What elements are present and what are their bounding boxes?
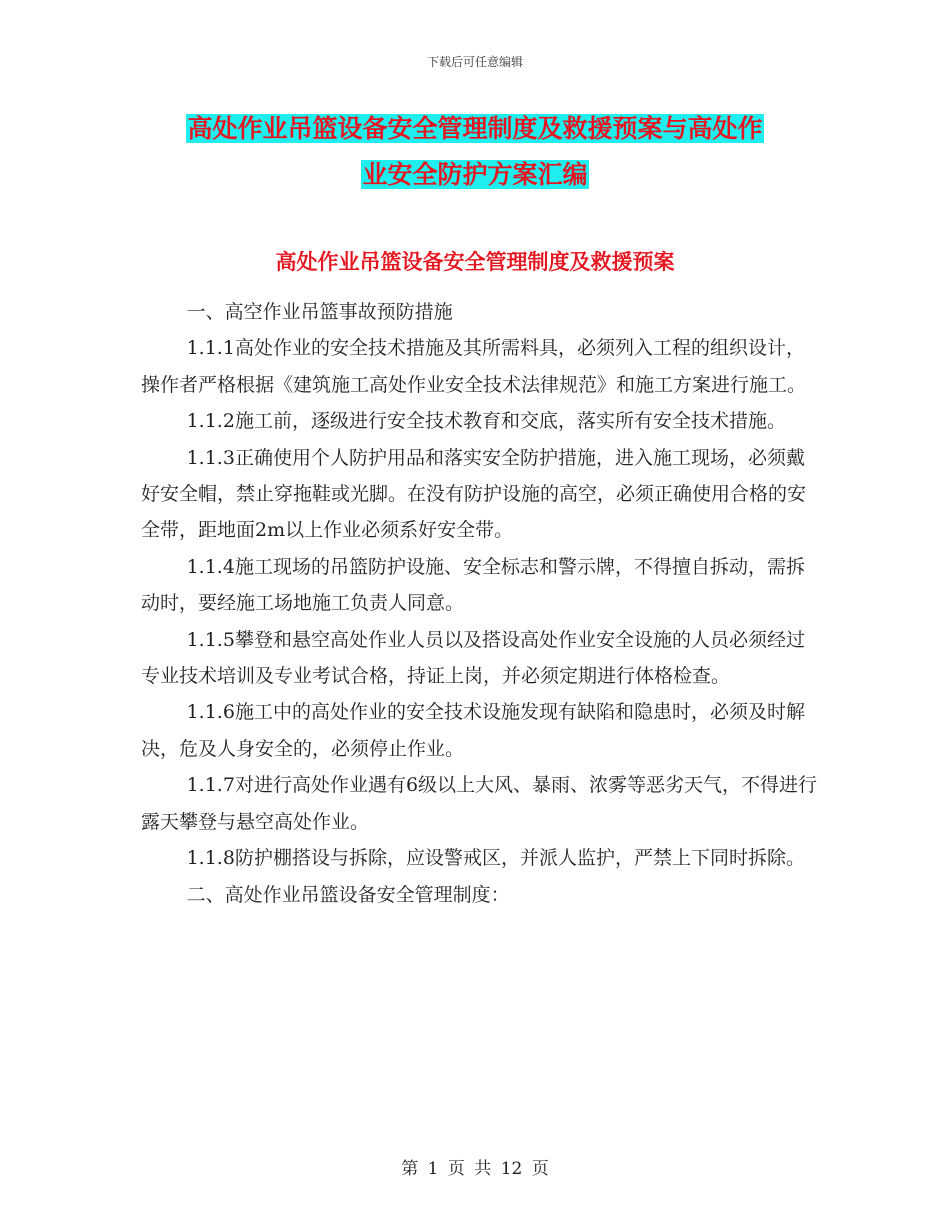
paragraph-1-1-6: 1.1.6施工中的高处作业的安全技术设施发现有缺陷和隐患时，必须及时解决，危及人身安全的，必须停止作业。 (141, 701, 805, 760)
paragraph-1-1-1: 1.1.1高处作业的安全技术措施及其所需料具，必须列入工程的组织设计，操作者严格根据《建筑施工高处作业安全技术法律规范》和施工方案进行施工。 (141, 337, 807, 396)
document-title-line-1 (0, 109, 950, 149)
section-title: 高处作业吊篮设备安全管理制度及救援预案 (275, 249, 675, 274)
title-highlight-2: 业安全防护方案汇编 (362, 160, 588, 189)
section-heading-1: 一、高空作业吊篮事故预防措施 (186, 301, 453, 323)
section-heading-2: 二、高处作业吊篮设备安全管理制度： (186, 883, 510, 906)
paragraph-1-1-2: 1.1.2施工前，逐级进行安全技术教育和交底，落实所有安全技术措施。 (186, 410, 786, 433)
paragraph-1-1-7: 1.1.7对进行高处作业遇有6级以上大风、暴雨、浓雾等恶劣天气，不得进行露天攀登与悬空高处作业。 (141, 774, 818, 833)
document-body (141, 294, 821, 913)
document-title-line-2 (0, 155, 950, 195)
paragraph-1-1-5: 1.1.5攀登和悬空高处作业人员以及搭设高处作业安全设施的人员必须经过专业技术培训及专业考试合格，持证上岗，并必须定期进行体格检查。 (141, 628, 805, 688)
paragraph-1-1-8: 1.1.8防护棚搭设与拆除，应设警戒区，并派人监护，严禁上下同时拆除。 (186, 847, 805, 870)
paragraph-1-1-3: 1.1.3正确使用个人防护用品和落实安全防护措施，进入施工现场，必须戴好安全帽，禁止穿拖鞋或光脚。在没有防护设施的高空，必须正确使用合格的安全带，距地面2m以上作业必须系好安全带。 (141, 446, 807, 542)
title-highlight-1: 高处作业吊篮设备安全管理制度及救援预案与高处作 (187, 114, 763, 143)
page-header: 下载后可任意编辑 (426, 55, 523, 69)
paragraph-1-1-4: 1.1.4施工现场的吊篮防护设施、安全标志和警示牌，不得擅自拆动，需拆动时，要经施工场地施工负责人同意。 (141, 555, 805, 615)
page-footer: 第 1 页 共 12 页 (401, 1159, 549, 1179)
